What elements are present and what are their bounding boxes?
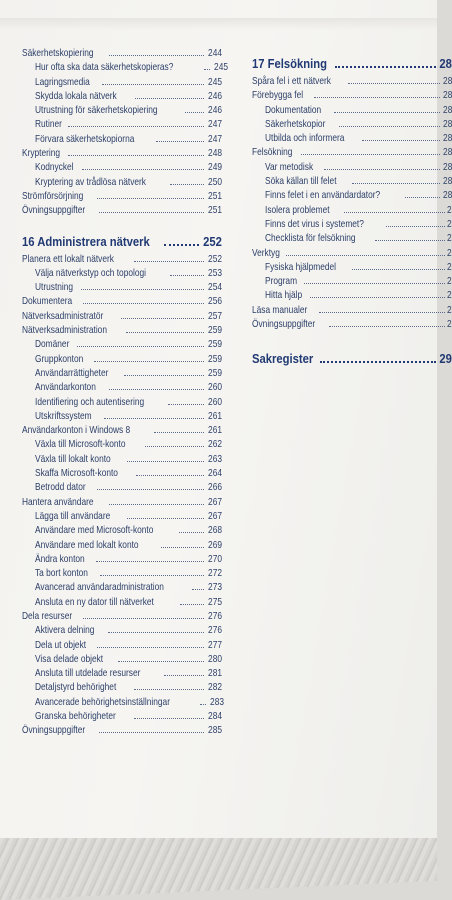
toc-page-number: 244 — [208, 48, 222, 59]
toc-page-number: 28 — [442, 176, 452, 188]
toc-entry — [22, 653, 222, 667]
dot-leader — [127, 518, 204, 519]
toc-entry — [252, 132, 452, 146]
toc-page-number: 28 — [442, 76, 452, 87]
toc-page-number: 28 — [439, 57, 452, 71]
toc-page-number: 259 — [208, 367, 222, 379]
dot-leader — [82, 169, 204, 170]
dot-leader — [109, 55, 204, 56]
toc-entry — [252, 247, 452, 261]
toc-entry-title: Var metodisk — [265, 161, 314, 173]
toc-entry-title: Rutiner — [35, 119, 62, 131]
toc-entry — [252, 232, 452, 246]
dot-leader — [405, 197, 439, 198]
toc-entry — [22, 104, 222, 118]
toc-entry-title: Övningsuppgifter — [252, 319, 316, 331]
toc-entry-title: Avancerad användaradministration — [35, 582, 164, 594]
toc-entry — [252, 304, 452, 318]
toc-page-number: 2 — [447, 204, 452, 216]
toc-entry — [22, 524, 222, 538]
dot-leader — [96, 561, 204, 562]
toc-entry — [22, 667, 222, 681]
toc-entry-title: Hitta hjälp — [265, 290, 303, 302]
toc-entry — [252, 289, 452, 303]
toc-entry — [22, 353, 222, 367]
toc-entry-title: Finns det virus i systemet? — [265, 218, 364, 230]
toc-entry — [22, 381, 222, 395]
toc-entry-title: Dela resurser — [22, 610, 73, 622]
toc-page-number: 260 — [208, 382, 222, 394]
dot-leader — [170, 184, 204, 185]
toc-chapter-heading — [252, 55, 452, 75]
toc-page-number: 283 — [209, 696, 224, 708]
toc-entry-title: Hur ofta ska data säkerhetskopieras? — [35, 62, 174, 74]
dot-leader — [352, 269, 446, 270]
toc-page-number: 28 — [442, 118, 452, 130]
toc-page-number: 248 — [208, 148, 222, 160]
toc-entry-title: Planera ett lokalt nätverk — [22, 253, 114, 265]
toc-entry-title: Skydda lokala nätverk — [35, 90, 117, 102]
toc-entry-title: Program — [265, 276, 298, 288]
dot-leader — [134, 261, 204, 262]
toc-page-number: 259 — [208, 353, 222, 365]
toc-entry — [22, 295, 222, 309]
toc-entry-title: Checklista för felsökning — [265, 233, 356, 245]
toc-entry-title: Felsökning — [252, 147, 293, 159]
toc-entry-title: Strömförsörjning — [22, 190, 84, 202]
toc-entry — [22, 133, 222, 147]
toc-entry — [22, 161, 222, 175]
toc-entry — [22, 696, 222, 710]
toc-entry-title: Välja nätverkstyp och topologi — [35, 267, 146, 279]
dot-leader — [164, 244, 199, 246]
toc-right-column — [252, 51, 452, 370]
toc-entry-title: Användare med Microsoft-konto — [35, 525, 154, 537]
toc-entry-title: Sakregister — [252, 352, 314, 367]
page-top-edge — [0, 18, 437, 30]
toc-entry-title: Detaljstyrd behörighet — [35, 682, 117, 694]
toc-entry — [22, 396, 222, 410]
toc-page-number: 28 — [442, 90, 452, 102]
toc-entry — [22, 176, 222, 190]
toc-entry-title: Användare med lokalt konto — [35, 539, 139, 551]
toc-entry-title: 17 Felsökning — [252, 57, 328, 71]
toc-page-number: 261 — [208, 410, 222, 422]
toc-entry-title: Isolera problemet — [265, 204, 330, 216]
toc-page-number: 280 — [208, 653, 222, 665]
toc-page-number: 28 — [442, 190, 452, 202]
dot-leader — [99, 732, 204, 733]
toc-page-number: 284 — [208, 711, 222, 723]
toc-page-number: 260 — [208, 396, 222, 408]
dot-leader — [145, 446, 204, 447]
toc-page-number: 247 — [208, 119, 222, 131]
toc-entry-title: Övningsuppgifter — [22, 205, 86, 217]
dot-leader — [375, 240, 445, 241]
toc-page-number: 245 — [213, 62, 228, 74]
toc-entry — [252, 89, 452, 103]
toc-page-number: 249 — [208, 162, 222, 174]
dot-leader — [168, 404, 204, 405]
toc-entry — [22, 90, 222, 104]
toc-entry-title: Söka källan till felet — [265, 176, 337, 188]
dot-leader — [335, 66, 436, 68]
dot-leader — [301, 154, 439, 155]
toc-page-number: 267 — [208, 496, 222, 508]
toc-entry-title: Ansluta en ny dator till nätverket — [35, 596, 154, 608]
toc-page-number: 268 — [208, 525, 222, 537]
toc-entry — [22, 190, 222, 204]
toc-entry-title: Utskriftssystem — [35, 410, 92, 422]
toc-page-number: 263 — [208, 453, 222, 465]
toc-entry — [22, 253, 222, 267]
toc-page-number: 2 — [447, 276, 452, 288]
toc-entry-title: Utrustning för säkerhetskopiering — [35, 105, 158, 117]
toc-entry — [252, 118, 452, 132]
toc-left-column — [22, 47, 228, 739]
toc-entry — [22, 310, 222, 324]
toc-entry-title: Betrodd dator — [35, 482, 86, 494]
toc-entry-title: Användarkonton i Windows 8 — [22, 425, 131, 437]
toc-entry-title: Växla till Microsoft-konto — [35, 439, 126, 451]
toc-entry — [252, 318, 452, 332]
toc-page-number: 276 — [208, 610, 222, 622]
toc-entry — [22, 624, 222, 638]
toc-entry-title: 16 Administrera nätverk — [22, 234, 150, 249]
toc-entry-title: Kryptering — [22, 148, 61, 160]
dot-leader — [185, 112, 205, 113]
toc-entry — [252, 189, 452, 203]
toc-entry — [22, 681, 222, 695]
toc-entry — [22, 710, 222, 724]
toc-entry — [22, 367, 222, 381]
toc-entry — [252, 104, 452, 118]
toc-entry-title: Gruppkonton — [35, 353, 84, 365]
dot-leader — [124, 375, 204, 376]
toc-chapter-heading — [22, 233, 222, 253]
dot-leader — [164, 675, 204, 676]
dot-leader — [135, 98, 204, 99]
toc-page-number: 2 — [447, 319, 452, 331]
toc-page-number: 28 — [442, 133, 452, 145]
toc-entry-title: Utbilda och informera — [265, 133, 345, 145]
toc-entry-title: Växla till lokalt konto — [35, 453, 111, 465]
toc-chapter-heading — [252, 350, 452, 370]
toc-entry-title: Dokumentera — [22, 296, 73, 308]
toc-page-number: 251 — [208, 205, 222, 217]
toc-entry-title: Säkerhetskopior — [265, 118, 326, 130]
toc-entry-title: Skaffa Microsoft-konto — [35, 468, 118, 480]
dot-leader — [304, 283, 445, 284]
toc-page-number: 254 — [208, 282, 222, 294]
toc-entry-title: Visa delade objekt — [35, 653, 104, 665]
dot-leader — [102, 84, 204, 85]
dot-leader — [320, 361, 436, 363]
toc-page-number: 253 — [208, 267, 222, 279]
toc-entry — [22, 467, 222, 481]
toc-entry — [252, 275, 452, 289]
toc-page-number: 269 — [208, 539, 222, 551]
toc-entry — [252, 204, 452, 218]
dot-leader — [77, 346, 204, 347]
dot-leader — [94, 361, 204, 362]
toc-entry-title: Fysiska hjälpmedel — [265, 261, 337, 273]
dot-leader — [156, 141, 204, 142]
toc-entry-title: Lagringsmedia — [35, 76, 90, 88]
dot-leader — [180, 604, 204, 605]
toc-page-number: 273 — [208, 582, 222, 594]
dot-leader — [204, 69, 210, 70]
toc-entry-title: Dokumentation — [265, 104, 322, 116]
dot-leader — [68, 126, 204, 127]
toc-page-number: 2 — [447, 290, 452, 302]
toc-page-number: 264 — [208, 468, 222, 480]
toc-entry — [252, 146, 452, 160]
toc-page-number: 29 — [439, 352, 452, 367]
dot-leader — [136, 475, 204, 476]
dot-leader — [310, 297, 445, 298]
toc-entry — [22, 724, 222, 738]
dot-leader — [154, 432, 204, 433]
toc-entry-title: Granska behörigheter — [35, 711, 116, 723]
toc-entry-title: Ändra konton — [35, 553, 85, 565]
toc-page-number: 2 — [447, 247, 452, 259]
toc-entry-title: Lägga till användare — [35, 510, 111, 522]
toc-entry — [22, 610, 222, 624]
toc-page-number: 28 — [442, 161, 452, 173]
toc-page-number: 285 — [208, 725, 222, 737]
toc-entry-title: Kryptering av trådlösa nätverk — [35, 176, 146, 188]
toc-page-number: 246 — [208, 90, 222, 102]
dot-leader — [99, 212, 204, 213]
toc-entry — [22, 481, 222, 495]
dot-leader — [344, 212, 446, 213]
toc-page-number: 2 — [447, 218, 452, 230]
toc-entry — [22, 281, 222, 295]
dot-leader — [386, 226, 446, 227]
toc-entry — [22, 639, 222, 653]
toc-entry-title: Kodnyckel — [35, 162, 74, 174]
toc-entry — [22, 76, 222, 90]
toc-entry — [252, 218, 452, 232]
toc-entry-title: Förebygga fel — [252, 90, 304, 102]
toc-entry — [252, 261, 452, 275]
toc-entry-title: Nätverksadministration — [22, 325, 107, 337]
toc-entry — [22, 338, 222, 352]
toc-page-number: 259 — [208, 339, 222, 351]
toc-entry — [22, 424, 222, 438]
toc-entry — [22, 118, 222, 132]
toc-page-number: 247 — [208, 133, 222, 145]
toc-page-number: 251 — [208, 190, 222, 202]
toc-entry-title: Aktivera delning — [35, 625, 95, 637]
toc-entry — [22, 61, 228, 75]
dot-leader — [83, 618, 204, 619]
dot-leader — [324, 169, 440, 170]
dot-leader — [104, 418, 204, 419]
toc-page-number: 2 — [447, 261, 452, 273]
toc-entry — [22, 410, 222, 424]
toc-entry-title: Läsa manualer — [252, 304, 308, 316]
toc-entry — [252, 75, 452, 89]
toc-entry-title: Avancerade behörighetsinställningar — [35, 696, 170, 708]
toc-entry — [22, 324, 222, 338]
dot-leader — [339, 126, 440, 127]
toc-entry — [22, 567, 222, 581]
toc-page-number: 261 — [208, 425, 222, 437]
toc-page-number: 250 — [208, 176, 222, 188]
dot-leader — [362, 140, 440, 141]
toc-entry-title: Hantera användare — [22, 496, 94, 508]
toc-entry — [22, 47, 222, 61]
dot-leader — [286, 255, 445, 256]
toc-page-number: 281 — [208, 668, 222, 680]
toc-page-number: 276 — [208, 625, 222, 637]
dot-leader — [200, 704, 206, 705]
dot-leader — [352, 183, 439, 184]
toc-page-number: 2 — [447, 233, 452, 245]
toc-entry-title: Användarrättigheter — [35, 367, 109, 379]
toc-entry — [22, 539, 222, 553]
toc-page-number: 266 — [208, 482, 222, 494]
toc-page-number: 277 — [208, 639, 222, 651]
toc-entry-title: Ta bort konton — [35, 568, 88, 580]
toc-page-number: 270 — [208, 553, 222, 565]
toc-entry — [22, 267, 222, 281]
toc-page-number: 252 — [203, 234, 222, 249]
toc-page-number: 267 — [208, 510, 222, 522]
dot-leader — [127, 461, 204, 462]
toc-entry — [22, 438, 222, 452]
dot-leader — [348, 83, 439, 84]
toc-page-number: 259 — [208, 325, 222, 337]
toc-entry — [22, 204, 222, 218]
toc-entry-title: Användarkonton — [35, 382, 96, 394]
toc-entry — [22, 496, 222, 510]
toc-entry-title: Nätverksadministratör — [22, 310, 104, 322]
dot-leader — [121, 318, 204, 319]
toc-page-number: 28 — [442, 104, 452, 116]
toc-entry-title: Övningsuppgifter — [22, 725, 86, 737]
toc-entry-title: Utrustning — [35, 282, 74, 294]
toc-page-number: 282 — [208, 682, 222, 694]
toc-entry-title: Säkerhetskopiering — [22, 48, 94, 59]
toc-entry-title: Identifiering och autentisering — [35, 396, 145, 408]
toc-page-number: 252 — [208, 253, 222, 265]
dot-leader — [179, 532, 204, 533]
toc-entry — [22, 596, 222, 610]
toc-page-number: 262 — [208, 439, 222, 451]
toc-page-number: 256 — [208, 296, 222, 308]
toc-page-number: 28 — [442, 147, 452, 159]
toc-entry-title: Dela ut objekt — [35, 639, 87, 651]
toc-page-number: 2 — [447, 304, 452, 316]
toc-page-number: 246 — [208, 105, 222, 117]
toc-page-number: 245 — [208, 76, 222, 88]
dot-leader — [161, 547, 204, 548]
toc-entry — [22, 553, 222, 567]
dot-leader — [81, 289, 204, 290]
toc-entry-title: Ansluta till utdelade resurser — [35, 668, 141, 680]
toc-entry-title: Finns felet i en användardator? — [265, 190, 381, 202]
dot-leader — [97, 647, 204, 648]
dot-leader — [100, 575, 204, 576]
toc-page-number: 272 — [208, 568, 222, 580]
dot-leader — [319, 312, 445, 313]
dot-leader — [118, 661, 204, 662]
toc-page-number: 257 — [208, 310, 222, 322]
dot-leader — [134, 718, 204, 719]
toc-entry — [22, 581, 222, 595]
dot-leader — [68, 155, 204, 156]
dot-leader — [192, 589, 204, 590]
dot-leader — [134, 689, 204, 690]
dot-leader — [314, 97, 439, 98]
dot-leader — [108, 632, 205, 633]
toc-entry — [252, 175, 452, 189]
dot-leader — [329, 326, 445, 327]
toc-entry-title: Förvara säkerhetskopiorna — [35, 133, 135, 145]
dot-leader — [334, 112, 440, 113]
toc-entry — [22, 147, 222, 161]
dot-leader — [126, 332, 204, 333]
dot-leader — [109, 389, 204, 390]
toc-entry-title: Verktyg — [252, 247, 280, 259]
toc-entry-title: Spåra fel i ett nätverk — [252, 76, 331, 87]
toc-entry — [252, 161, 452, 175]
toc-page-number: 275 — [208, 596, 222, 608]
toc-entry — [22, 453, 222, 467]
dot-leader — [97, 198, 204, 199]
dot-leader — [97, 489, 204, 490]
dot-leader — [109, 504, 204, 505]
dot-leader — [83, 303, 204, 304]
toc-entry-title: Domäner — [35, 339, 70, 351]
toc-entry — [22, 510, 222, 524]
dot-leader — [170, 275, 204, 276]
